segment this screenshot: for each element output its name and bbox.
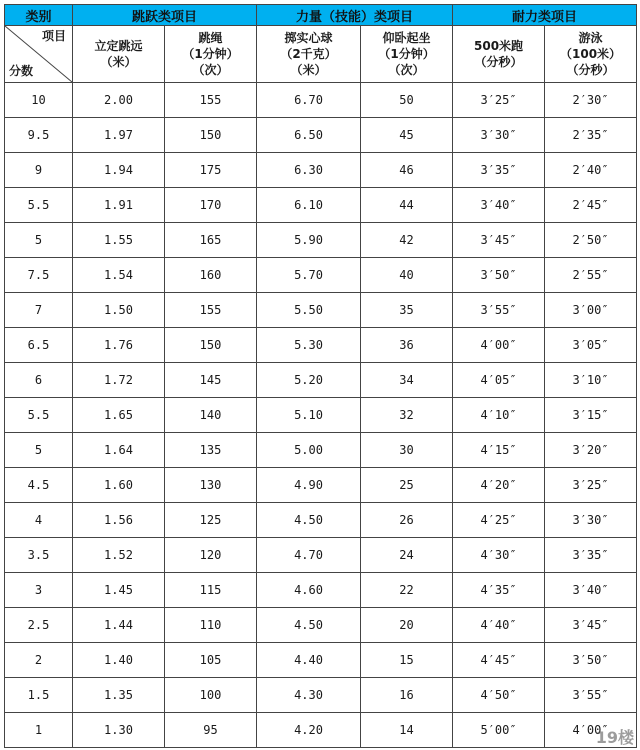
table-row <box>5 468 637 503</box>
score-cell: 1.5 <box>5 678 73 713</box>
500m-run-cell: 3′45″ <box>453 223 545 258</box>
sit-ups-cell: 24 <box>361 538 453 573</box>
sit-ups-cell: 26 <box>361 503 453 538</box>
item-header-row <box>5 26 637 83</box>
standing-long-jump-cell: 1.72 <box>73 363 165 398</box>
table-row <box>5 573 637 608</box>
score-cell: 4.5 <box>5 468 73 503</box>
500m-run-cell: 3′55″ <box>453 293 545 328</box>
sit-ups-cell: 15 <box>361 643 453 678</box>
header-line: 仰卧起坐 <box>382 31 431 45</box>
score-cell: 3 <box>5 573 73 608</box>
swimming-cell: 3′30″ <box>545 503 637 538</box>
swimming-cell: 3′10″ <box>545 363 637 398</box>
watermark-logo: 19楼 <box>595 728 634 747</box>
score-cell: 6.5 <box>5 328 73 363</box>
table-row <box>5 363 637 398</box>
500m-run-cell: 4′00″ <box>453 328 545 363</box>
swimming-cell: 2′40″ <box>545 153 637 188</box>
header-line: （100米） <box>560 47 622 61</box>
table-row <box>5 293 637 328</box>
header-line: （1分钟） <box>378 47 435 61</box>
standing-long-jump-cell: 1.40 <box>73 643 165 678</box>
standing-long-jump-header <box>73 26 165 83</box>
rope-skipping-cell: 150 <box>165 118 257 153</box>
medicine-ball-cell: 5.90 <box>257 223 361 258</box>
header-line: 500米跑 <box>474 39 524 53</box>
sit-ups-cell: 20 <box>361 608 453 643</box>
rope-skipping-header <box>165 26 257 83</box>
standing-long-jump-cell: 1.60 <box>73 468 165 503</box>
score-cell: 9.5 <box>5 118 73 153</box>
500m-run-cell: 4′05″ <box>453 363 545 398</box>
500m-run-header <box>453 26 545 83</box>
rope-skipping-cell: 120 <box>165 538 257 573</box>
table-row <box>5 118 637 153</box>
header-line: 游泳 <box>578 31 603 45</box>
medicine-ball-cell: 5.70 <box>257 258 361 293</box>
500m-run-cell: 3′35″ <box>453 153 545 188</box>
table-row <box>5 713 637 748</box>
score-cell: 1 <box>5 713 73 748</box>
rope-skipping-cell: 155 <box>165 83 257 118</box>
score-cell: 5.5 <box>5 188 73 223</box>
table-row <box>5 398 637 433</box>
rope-skipping-cell: 110 <box>165 608 257 643</box>
sit-ups-cell: 44 <box>361 188 453 223</box>
medicine-ball-cell: 5.10 <box>257 398 361 433</box>
header-line: 跳绳 <box>198 31 223 45</box>
header-line: （次） <box>388 63 425 77</box>
500m-run-cell: 4′35″ <box>453 573 545 608</box>
sit-ups-cell: 40 <box>361 258 453 293</box>
rope-skipping-cell: 105 <box>165 643 257 678</box>
standing-long-jump-cell: 1.97 <box>73 118 165 153</box>
score-cell: 9 <box>5 153 73 188</box>
standing-long-jump-cell: 1.65 <box>73 398 165 433</box>
header-line: （次） <box>192 63 229 77</box>
table-row <box>5 83 637 118</box>
swimming-cell: 3′25″ <box>545 468 637 503</box>
rope-skipping-cell: 165 <box>165 223 257 258</box>
swimming-cell: 3′05″ <box>545 328 637 363</box>
sit-ups-cell: 25 <box>361 468 453 503</box>
sit-ups-cell: 50 <box>361 83 453 118</box>
medicine-ball-throw-header <box>257 26 361 83</box>
medicine-ball-cell: 4.50 <box>257 503 361 538</box>
medicine-ball-cell: 5.50 <box>257 293 361 328</box>
rope-skipping-cell: 100 <box>165 678 257 713</box>
table-row <box>5 153 637 188</box>
score-cell: 10 <box>5 83 73 118</box>
rope-skipping-cell: 160 <box>165 258 257 293</box>
endurance-category-header: 耐力类项目 <box>453 5 637 26</box>
500m-run-cell: 4′50″ <box>453 678 545 713</box>
header-line: （米） <box>290 63 327 77</box>
category-header-row <box>5 5 637 26</box>
rope-skipping-cell: 170 <box>165 188 257 223</box>
500m-run-cell: 4′30″ <box>453 538 545 573</box>
swimming-header <box>545 26 637 83</box>
sit-ups-cell: 34 <box>361 363 453 398</box>
score-cell: 7.5 <box>5 258 73 293</box>
swimming-cell: 3′00″ <box>545 293 637 328</box>
sit-ups-cell: 42 <box>361 223 453 258</box>
medicine-ball-cell: 4.50 <box>257 608 361 643</box>
standing-long-jump-cell: 1.64 <box>73 433 165 468</box>
swimming-cell: 4′00″ <box>545 713 637 748</box>
score-cell: 5 <box>5 223 73 258</box>
rope-skipping-cell: 135 <box>165 433 257 468</box>
standing-long-jump-cell: 1.94 <box>73 153 165 188</box>
500m-run-cell: 3′30″ <box>453 118 545 153</box>
table-row <box>5 538 637 573</box>
corner-score-label: 分数 <box>9 64 34 78</box>
medicine-ball-cell: 4.20 <box>257 713 361 748</box>
medicine-ball-cell: 5.30 <box>257 328 361 363</box>
swimming-cell: 3′40″ <box>545 573 637 608</box>
sit-ups-cell: 30 <box>361 433 453 468</box>
sit-ups-header <box>361 26 453 83</box>
jump-category-header: 跳跃类项目 <box>73 5 257 26</box>
score-table <box>4 4 637 748</box>
table-row <box>5 223 637 258</box>
medicine-ball-cell: 6.10 <box>257 188 361 223</box>
header-line: 立定跳远 <box>94 39 143 53</box>
medicine-ball-cell: 6.30 <box>257 153 361 188</box>
500m-run-cell: 5′00″ <box>453 713 545 748</box>
rope-skipping-cell: 150 <box>165 328 257 363</box>
swimming-cell: 2′30″ <box>545 83 637 118</box>
sit-ups-cell: 32 <box>361 398 453 433</box>
sit-ups-cell: 36 <box>361 328 453 363</box>
standing-long-jump-cell: 1.54 <box>73 258 165 293</box>
standing-long-jump-cell: 1.45 <box>73 573 165 608</box>
medicine-ball-cell: 4.60 <box>257 573 361 608</box>
sit-ups-cell: 16 <box>361 678 453 713</box>
rope-skipping-cell: 175 <box>165 153 257 188</box>
swimming-cell: 2′35″ <box>545 118 637 153</box>
rope-skipping-cell: 115 <box>165 573 257 608</box>
standing-long-jump-cell: 1.35 <box>73 678 165 713</box>
score-cell: 2 <box>5 643 73 678</box>
standing-long-jump-cell: 1.76 <box>73 328 165 363</box>
score-table-body <box>5 83 637 748</box>
header-line: （2千克） <box>280 47 337 61</box>
standing-long-jump-cell: 1.91 <box>73 188 165 223</box>
table-row <box>5 678 637 713</box>
table-row <box>5 608 637 643</box>
sit-ups-cell: 45 <box>361 118 453 153</box>
swimming-cell: 3′55″ <box>545 678 637 713</box>
table-row <box>5 433 637 468</box>
sit-ups-cell: 46 <box>361 153 453 188</box>
score-cell: 7 <box>5 293 73 328</box>
table-row <box>5 258 637 293</box>
swimming-cell: 2′50″ <box>545 223 637 258</box>
strength-category-header: 力量（技能）类项目 <box>257 5 453 26</box>
medicine-ball-cell: 4.30 <box>257 678 361 713</box>
500m-run-cell: 4′40″ <box>453 608 545 643</box>
score-cell: 3.5 <box>5 538 73 573</box>
sit-ups-cell: 22 <box>361 573 453 608</box>
rope-skipping-cell: 130 <box>165 468 257 503</box>
500m-run-cell: 4′45″ <box>453 643 545 678</box>
header-line: （分秒） <box>566 63 615 77</box>
score-cell: 4 <box>5 503 73 538</box>
swimming-cell: 3′45″ <box>545 608 637 643</box>
header-line: 掷实心球 <box>284 31 333 45</box>
score-cell: 2.5 <box>5 608 73 643</box>
table-row <box>5 188 637 223</box>
500m-run-cell: 3′25″ <box>453 83 545 118</box>
header-line: （分秒） <box>474 55 523 69</box>
medicine-ball-cell: 5.20 <box>257 363 361 398</box>
swimming-cell: 3′50″ <box>545 643 637 678</box>
score-cell: 5 <box>5 433 73 468</box>
medicine-ball-cell: 6.70 <box>257 83 361 118</box>
rope-skipping-cell: 155 <box>165 293 257 328</box>
standing-long-jump-cell: 1.56 <box>73 503 165 538</box>
500m-run-cell: 4′15″ <box>453 433 545 468</box>
medicine-ball-cell: 4.70 <box>257 538 361 573</box>
swimming-cell: 3′15″ <box>545 398 637 433</box>
medicine-ball-cell: 5.00 <box>257 433 361 468</box>
swimming-cell: 3′20″ <box>545 433 637 468</box>
corner-header-cell <box>5 26 73 83</box>
score-cell: 5.5 <box>5 398 73 433</box>
swimming-cell: 2′45″ <box>545 188 637 223</box>
standing-long-jump-cell: 1.50 <box>73 293 165 328</box>
500m-run-cell: 4′20″ <box>453 468 545 503</box>
corner-item-label: 项目 <box>41 29 66 43</box>
500m-run-cell: 3′40″ <box>453 188 545 223</box>
medicine-ball-cell: 4.90 <box>257 468 361 503</box>
category-col-header: 类别 <box>5 5 73 26</box>
swimming-cell: 3′35″ <box>545 538 637 573</box>
rope-skipping-cell: 145 <box>165 363 257 398</box>
header-line: （米） <box>100 55 137 69</box>
medicine-ball-cell: 4.40 <box>257 643 361 678</box>
table-row <box>5 503 637 538</box>
standing-long-jump-cell: 2.00 <box>73 83 165 118</box>
standing-long-jump-cell: 1.52 <box>73 538 165 573</box>
sit-ups-cell: 14 <box>361 713 453 748</box>
swimming-cell: 2′55″ <box>545 258 637 293</box>
table-row <box>5 643 637 678</box>
rope-skipping-cell: 125 <box>165 503 257 538</box>
500m-run-cell: 4′25″ <box>453 503 545 538</box>
500m-run-cell: 4′10″ <box>453 398 545 433</box>
rope-skipping-cell: 140 <box>165 398 257 433</box>
500m-run-cell: 3′50″ <box>453 258 545 293</box>
standing-long-jump-cell: 1.30 <box>73 713 165 748</box>
table-row <box>5 328 637 363</box>
rope-skipping-cell: 95 <box>165 713 257 748</box>
score-cell: 6 <box>5 363 73 398</box>
header-line: （1分钟） <box>182 47 239 61</box>
standing-long-jump-cell: 1.55 <box>73 223 165 258</box>
sit-ups-cell: 35 <box>361 293 453 328</box>
standing-long-jump-cell: 1.44 <box>73 608 165 643</box>
medicine-ball-cell: 6.50 <box>257 118 361 153</box>
